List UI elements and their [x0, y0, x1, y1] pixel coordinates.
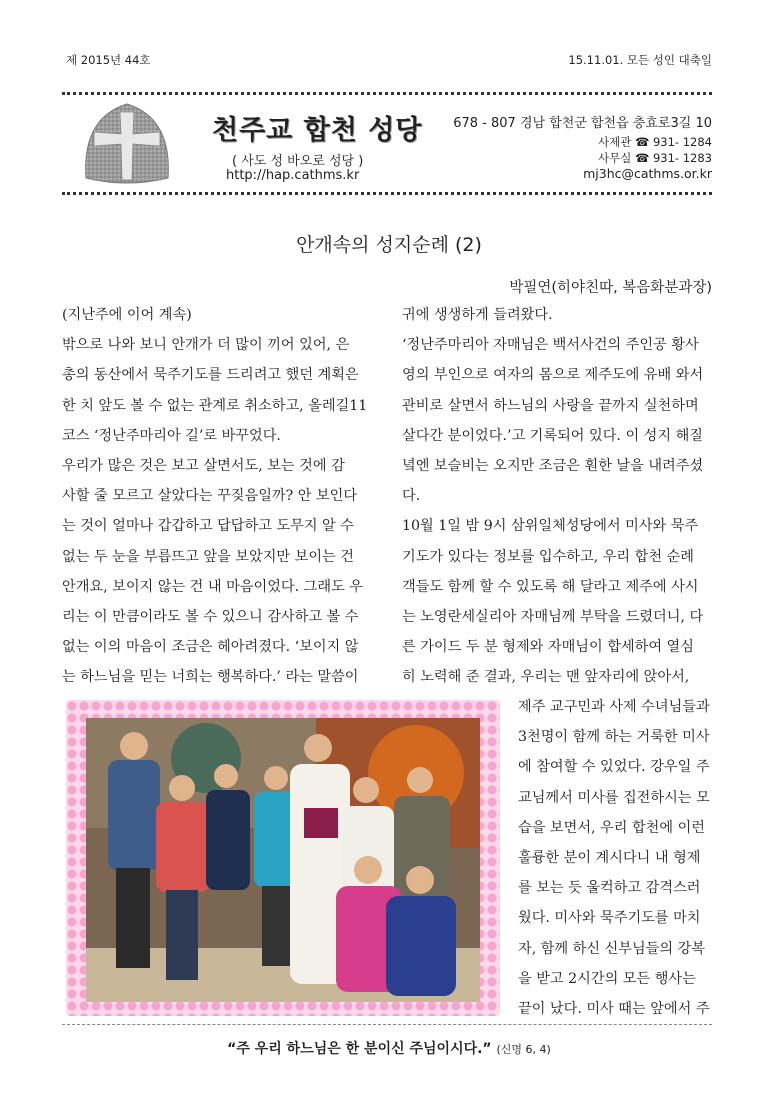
left-line: 총의 동산에서 묵주기도를 드리려고 했던 계획은: [62, 367, 359, 384]
parish-patron: ( 사도 성 바오로 성당 ): [232, 154, 364, 169]
right-line: 기도가 있다는 정보를 입수하고, 우리 합천 순례: [402, 548, 694, 565]
left-line: 코스 ‘정난주마리아 길’로 바꾸었다.: [62, 427, 281, 444]
left-line: 안개요, 보이지 않는 건 내 마음이었다. 그래도 우: [62, 578, 363, 595]
article-right-column-lower: [518, 692, 712, 1024]
footer-divider: [62, 1024, 712, 1025]
right-line: 10월 1일 밤 9시 삼위일체성당에서 미사와 묵주: [402, 518, 699, 535]
left-line: 한 치 앞도 볼 수 없는 관계로 취소하고, 올레길11: [62, 397, 368, 414]
footer-quote: [0, 1038, 778, 1058]
left-line: (지난주에 이어 계속): [62, 307, 192, 323]
right-lower-line: 습을 보면서, 우리 합천에 이런: [518, 819, 706, 836]
office-phone: 사무실 ☎ 931- 1283: [598, 151, 712, 165]
rectory-phone: 사제관 ☎ 931- 1284: [598, 135, 712, 149]
left-line: 리는 이 만큼이라도 볼 수 있으니 감사하고 볼 수: [62, 609, 359, 626]
footer-quote-text: “주 우리 하느님은 한 분이신 주님이시다.”: [227, 1041, 492, 1057]
right-lower-line: 웠다. 미사와 묵주기도를 마치: [518, 910, 701, 927]
article-right-column: [402, 300, 712, 693]
header-divider-bottom: [62, 192, 712, 195]
left-line: 없는 두 눈을 부릅뜨고 앞을 보았지만 보이는 건: [62, 548, 354, 565]
right-lower-line: 을 받고 2시간의 모든 행사는: [518, 970, 696, 987]
header-divider-top: [62, 92, 712, 95]
right-lower-line: 를 보는 듯 울컥하고 감격스러: [518, 880, 701, 897]
right-lower-line: 에 참여할 수 있었다. 강우일 주: [518, 759, 710, 776]
right-lower-line: 교님께서 미사를 집전하시는 모: [518, 789, 710, 806]
left-line: 는 하느님을 믿는 너희는 행복하다.’ 라는 말씀이: [62, 669, 359, 686]
left-line: 는 것이 얼마나 갑갑하고 답답하고 도무지 알 수: [62, 518, 354, 535]
footer-quote-citation: (신명 6, 4): [496, 1043, 551, 1056]
right-lower-line: 자, 함께 하신 신부님들의 강복: [518, 940, 706, 957]
left-line: 밖으로 나와 보니 안개가 더 많이 끼어 있어, 은: [62, 337, 350, 354]
article-left-column: [62, 300, 378, 693]
article-title: 안개속의 성지순례 (2): [296, 234, 482, 256]
parish-website[interactable]: http://hap.cathms.kr: [226, 168, 360, 183]
left-line: 사할 줄 모르고 살았다는 꾸짖음일까? 안 보인다: [62, 488, 358, 505]
left-line: 우리가 많은 것은 보고 살면서도, 보는 것에 감: [62, 458, 345, 475]
right-line: 히 노력해 준 결과, 우리는 맨 앞자리에 앉아서,: [402, 669, 690, 686]
group-photo: [86, 718, 480, 1002]
right-line: 객들도 함께 할 수 있도록 해 달라고 제주에 사시: [402, 578, 699, 595]
parish-email[interactable]: mj3hc@cathms.or.kr: [583, 166, 712, 181]
right-line: 다.: [402, 488, 421, 505]
right-lower-line: 제주 교구민과 사제 수녀님들과: [518, 699, 710, 715]
left-line: 없는 이의 마음이 조금은 헤아려졌다. ‘보이지 않: [62, 639, 359, 656]
parish-address: 678 - 807 경남 합천군 합천읍 충효로3길 10: [453, 116, 712, 131]
right-line: ‘정난주마리아 자매님은 백서사건의 주인공 황사: [402, 337, 699, 354]
right-line: 는 노영란세실리아 자매님께 부탁을 드렸더니, 다: [402, 609, 704, 626]
article-author: 박필연(히야친따, 복음화분과장): [509, 280, 712, 296]
right-line: 영의 부인으로 여자의 몸으로 제주도에 유배 와서: [402, 367, 704, 384]
right-line: 른 가이드 두 분 형제와 자매님이 합세하여 열심: [402, 639, 694, 656]
right-lower-line: 3천명이 함께 하는 거룩한 미사: [518, 729, 710, 746]
right-lower-line: 끝이 났다. 미사 때는 앞에서 주: [518, 1001, 710, 1018]
right-line: 귀에 생생하게 들려왔다.: [402, 307, 553, 323]
issue-date: 15.11.01. 모든 성인 대축일: [568, 53, 712, 67]
right-lower-line: 훌륭한 분이 계시다니 내 형제: [518, 850, 701, 867]
parish-logo: [78, 98, 176, 188]
issue-number: 제 2015년 44호: [66, 53, 151, 67]
parish-name: 천주교 합천 성당: [212, 115, 423, 146]
right-line: 관비로 살면서 하느님의 사랑을 끝까지 실천하며: [402, 397, 699, 414]
right-line: 녘엔 보슬비는 오지만 조금은 훤한 날을 내려주셨: [402, 458, 704, 475]
right-line: 살다간 분이었다.’고 기록되어 있다. 이 성지 해질: [402, 427, 703, 444]
